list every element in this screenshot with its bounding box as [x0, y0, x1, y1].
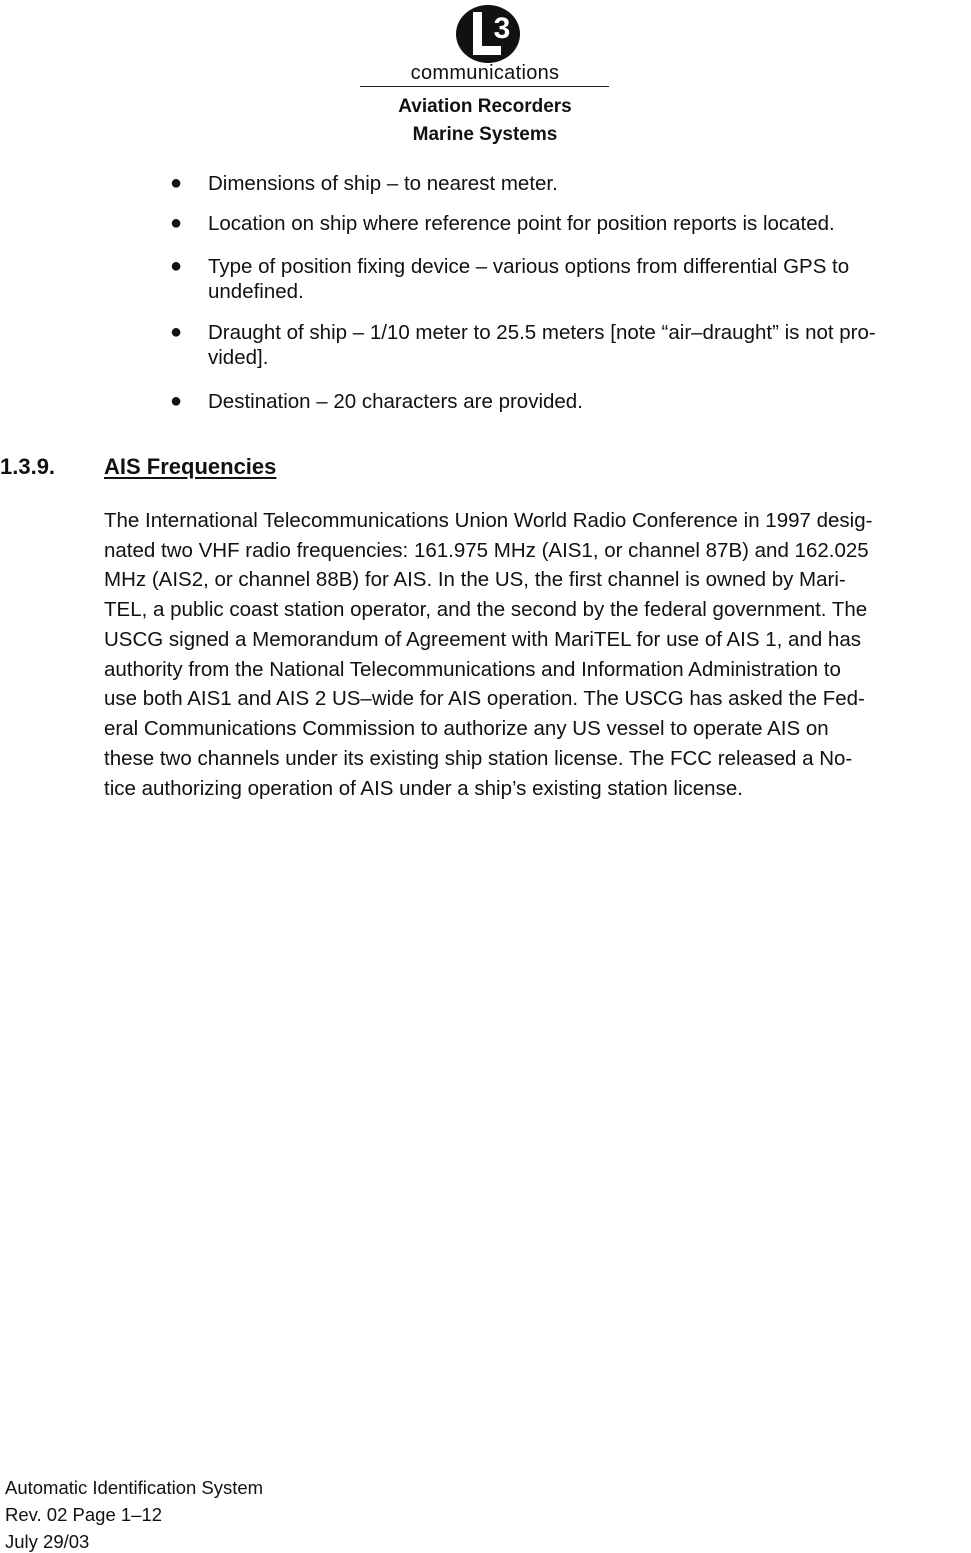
footer-document-title: Automatic Identification System	[5, 1477, 264, 1498]
bullet-dot-icon: ●	[170, 255, 183, 277]
paragraph-line: The International Telecommunications Union World Radio Conference in 1997 desig-	[104, 509, 873, 532]
section-number: 1.3.9.	[0, 454, 56, 479]
logo-wordmark: communications	[410, 62, 560, 84]
bullet-text: undefined.	[208, 280, 304, 303]
bullet-dot-icon: ●	[170, 321, 183, 343]
bullet-text: Draught of ship – 1/10 meter to 25.5 meters [note “air–draught” is not pro-	[208, 321, 876, 344]
logo-glyph: 3	[493, 12, 511, 45]
paragraph-line: these two channels under its existing ship station license. The FCC released a No-	[104, 747, 853, 770]
bullet-text: Location on ship where reference point for position reports is located.	[208, 212, 835, 235]
section-title: AIS Frequencies	[104, 454, 277, 479]
paragraph-line: TEL, a public coast station operator, and the second by the federal government. The	[104, 598, 868, 621]
paragraph-line: eral Communications Commission to authorize any US vessel to operate AIS on	[104, 717, 829, 740]
paragraph-line: MHz (AIS2, or channel 88B) for AIS. In the US, the first channel is owned by Mari-	[104, 568, 846, 591]
footer-revision-page: Rev. 02 Page 1–12	[5, 1504, 163, 1525]
division-aviation: Aviation Recorders	[398, 96, 572, 117]
footer-date: July 29/03	[5, 1531, 90, 1552]
paragraph-line: authority from the National Telecommunications and Information Administration to	[104, 658, 841, 681]
paragraph-line: tice authorizing operation of AIS under a ship’s existing station license.	[104, 777, 743, 800]
l3-logo-icon	[455, 4, 521, 64]
bullet-text: Type of position fixing device – various options from differential GPS to	[208, 255, 850, 278]
paragraph-line: use both AIS1 and AIS 2 US–wide for AIS operation. The USCG has asked the Fed-	[104, 687, 865, 710]
bullet-text: Dimensions of ship – to nearest meter.	[208, 172, 558, 195]
division-marine: Marine Systems	[412, 124, 558, 145]
bullet-dot-icon: ●	[170, 212, 183, 234]
bullet-dot-icon: ●	[170, 390, 183, 412]
bullet-text: vided].	[208, 346, 269, 369]
paragraph-line: USCG signed a Memorandum of Agreement with MariTEL for use of AIS 1, and has	[104, 628, 861, 651]
bullet-text: Destination – 20 characters are provided.	[208, 390, 583, 413]
paragraph-line: nated two VHF radio frequencies: 161.975 MHz (AIS1, or channel 87B) and 162.025	[104, 539, 869, 562]
bullet-dot-icon: ●	[170, 172, 183, 194]
logo-divider	[360, 86, 609, 87]
